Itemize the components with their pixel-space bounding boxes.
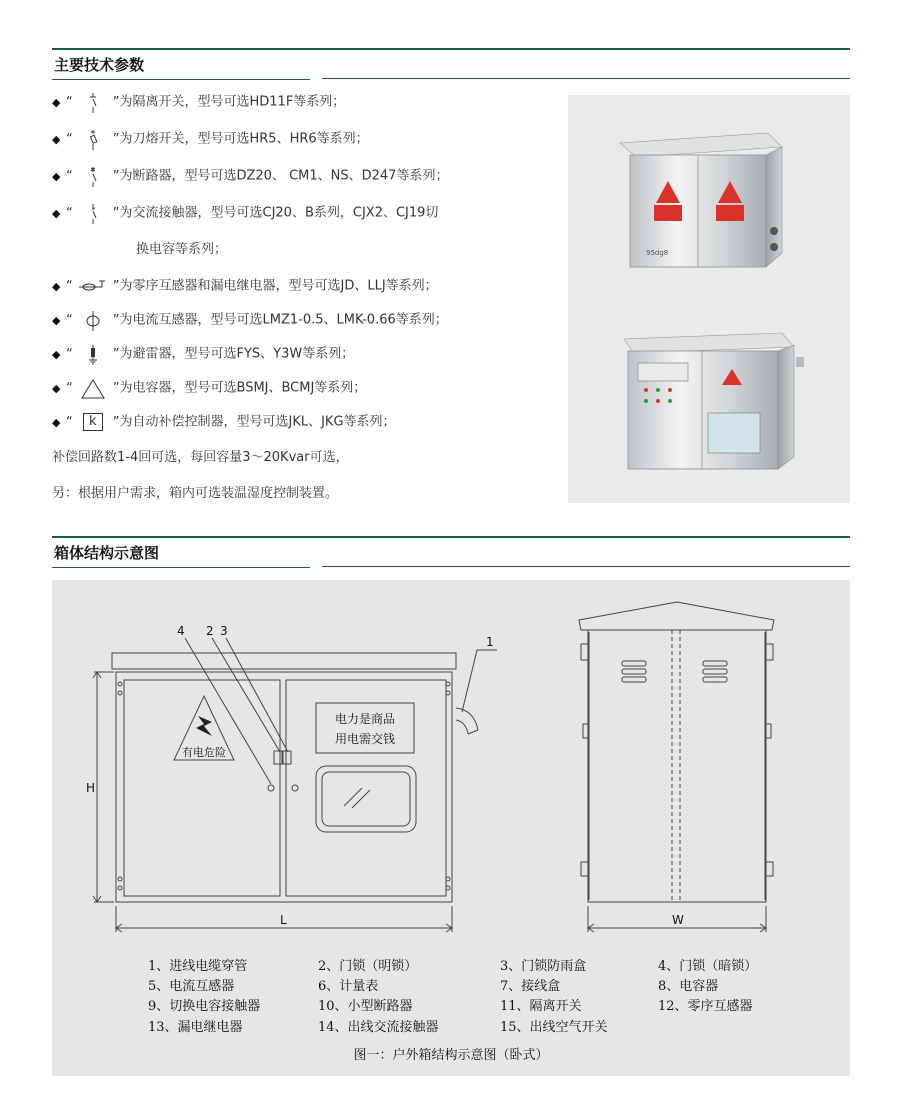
spec-item: ◆ “ ”为刀熔开关，型号可选HR5、HR6等系列；	[52, 129, 369, 149]
spec-item: ◆ “ ”为电容器，型号可选BSMJ、BCMJ等系列；	[52, 378, 366, 398]
note-compensation: 补偿回路数1-4回可选，每回容量3～20Kvar可选，	[52, 450, 349, 465]
diamond-bullet-icon: ◆	[52, 279, 61, 293]
legend-item: 10、小型断路器	[318, 999, 413, 1014]
header-rule-bottom	[52, 567, 310, 568]
legend-item: 14、出线交流接触器	[318, 1020, 439, 1035]
legend-item: 4、门锁（暗锁）	[658, 959, 758, 974]
spec-text: 为断路器，型号可选DZ20、 CM1、NS、D247等系列；	[119, 168, 449, 184]
spec-text: 为隔离开关，型号可选HD11F等系列；	[119, 94, 346, 110]
legend-item: 11、隔离开关	[500, 999, 582, 1014]
dimension-l-label: L	[280, 913, 287, 927]
spec-text: 为自动补偿控制器，型号可选JKL、JKG等系列；	[119, 414, 396, 430]
callout-label: 2	[206, 624, 214, 638]
fuse-switch-icon	[73, 129, 113, 149]
notice-line-1: 电力是商品	[334, 712, 396, 726]
spec-text: 为交流接触器，型号可选CJ20、B系列，CJX2、CJ19切	[119, 205, 439, 221]
note-optional: 另：根据用户需求，箱内可选装温湿度控制装置。	[52, 486, 339, 501]
legend-item: 1、进线电缆穿管	[148, 959, 248, 974]
legend-item: 2、门锁（明锁）	[318, 959, 418, 974]
spec-item: ◆ “ ”为电流互感器，型号可选LMZ1-0.5、LMK-0.66等系列；	[52, 310, 448, 330]
legend-item: 15、出线空气开关	[500, 1020, 608, 1035]
spec-text: 为刀熔开关，型号可选HR5、HR6等系列；	[119, 131, 369, 147]
product-photos	[568, 95, 850, 503]
diamond-bullet-icon: ◆	[52, 206, 61, 220]
zero-sequence-ct-icon	[73, 276, 113, 296]
figure-caption: 图一：户外箱结构示意图（卧式）	[353, 1048, 549, 1063]
structure-diagram-panel	[52, 580, 850, 1076]
legend-item: 9、切换电容接触器	[148, 999, 261, 1014]
capacitor-icon	[73, 378, 113, 398]
legend-item: 8、电容器	[658, 979, 719, 994]
header-rule-bottom-right	[322, 78, 850, 79]
diamond-bullet-icon: ◆	[52, 415, 61, 429]
surge-arrester-icon	[73, 344, 113, 364]
circuit-breaker-icon	[73, 166, 113, 186]
spec-item: ◆ “ ”为零序互感器和漏电继电器，型号可选JD、LLJ等系列；	[52, 276, 438, 296]
current-transformer-icon	[73, 310, 113, 330]
dimension-h-label: H	[86, 781, 96, 795]
spec-item: ◆ “ ”为避雷器，型号可选FYS、Y3W等系列；	[52, 344, 354, 364]
spec-item: ◆ “ k ”为自动补偿控制器，型号可选JKL、JKG等系列；	[52, 412, 396, 432]
callout-label: 1	[486, 635, 494, 649]
spec-text: 为零序互感器和漏电继电器，型号可选JD、LLJ等系列；	[119, 278, 438, 294]
warning-text: 有电危险	[182, 746, 226, 759]
header-rule-bottom-right	[322, 566, 850, 567]
spec-text: 为避雷器，型号可选FYS、Y3W等系列；	[119, 346, 355, 362]
diamond-bullet-icon: ◆	[52, 313, 61, 327]
spec-text-continuation: 换电容等系列；	[136, 242, 228, 257]
dimension-w-label: W	[672, 913, 684, 927]
nameplate-text: 95dg8	[646, 249, 669, 257]
legend-item: 5、电流互感器	[148, 979, 235, 994]
legend-item: 3、门锁防雨盒	[500, 959, 587, 974]
section-header-structure	[52, 536, 850, 568]
diamond-bullet-icon: ◆	[52, 381, 61, 395]
header-rule-top	[52, 536, 850, 538]
legend-item: 13、漏电继电器	[148, 1020, 243, 1035]
cabinet-photo-2	[624, 333, 804, 469]
notice-line-2: 用电需交钱	[334, 732, 396, 746]
diamond-bullet-icon: ◆	[52, 347, 61, 361]
section-title: 主要技术参数	[54, 56, 145, 74]
contactor-icon	[73, 203, 113, 223]
callout-label: 3	[220, 624, 228, 638]
header-rule-bottom	[52, 79, 310, 80]
callout-label: 4	[177, 624, 185, 638]
cabinet-photo-1	[620, 133, 782, 267]
diamond-bullet-icon: ◆	[52, 95, 61, 109]
diamond-bullet-icon: ◆	[52, 169, 61, 183]
product-photo-panel	[568, 95, 850, 503]
spec-item: ◆ “ ”为断路器，型号可选DZ20、 CM1、NS、D247等系列；	[52, 166, 448, 186]
legend-item: 7、接线盒	[500, 979, 561, 994]
section-title: 箱体结构示意图	[54, 544, 160, 562]
header-rule-top	[52, 48, 850, 50]
structure-diagram	[52, 580, 850, 940]
spec-item: ◆ “ ”为隔离开关，型号可选HD11F等系列；	[52, 92, 345, 112]
spec-text: 为电容器，型号可选BSMJ、BCMJ等系列；	[119, 380, 367, 396]
isolating-switch-icon	[73, 92, 113, 112]
diamond-bullet-icon: ◆	[52, 132, 61, 146]
section-header-specs	[52, 48, 850, 80]
spec-item: ◆ “ ”为交流接触器，型号可选CJ20、B系列，CJX2、CJ19切	[52, 203, 438, 223]
legend-item: 12、零序互感器	[658, 999, 753, 1014]
controller-k-label: k	[83, 413, 103, 431]
controller-k-icon	[73, 412, 113, 432]
legend-item: 6、计量表	[318, 979, 379, 994]
spec-text: 为电流互感器，型号可选LMZ1-0.5、LMK-0.66等系列；	[119, 312, 448, 328]
